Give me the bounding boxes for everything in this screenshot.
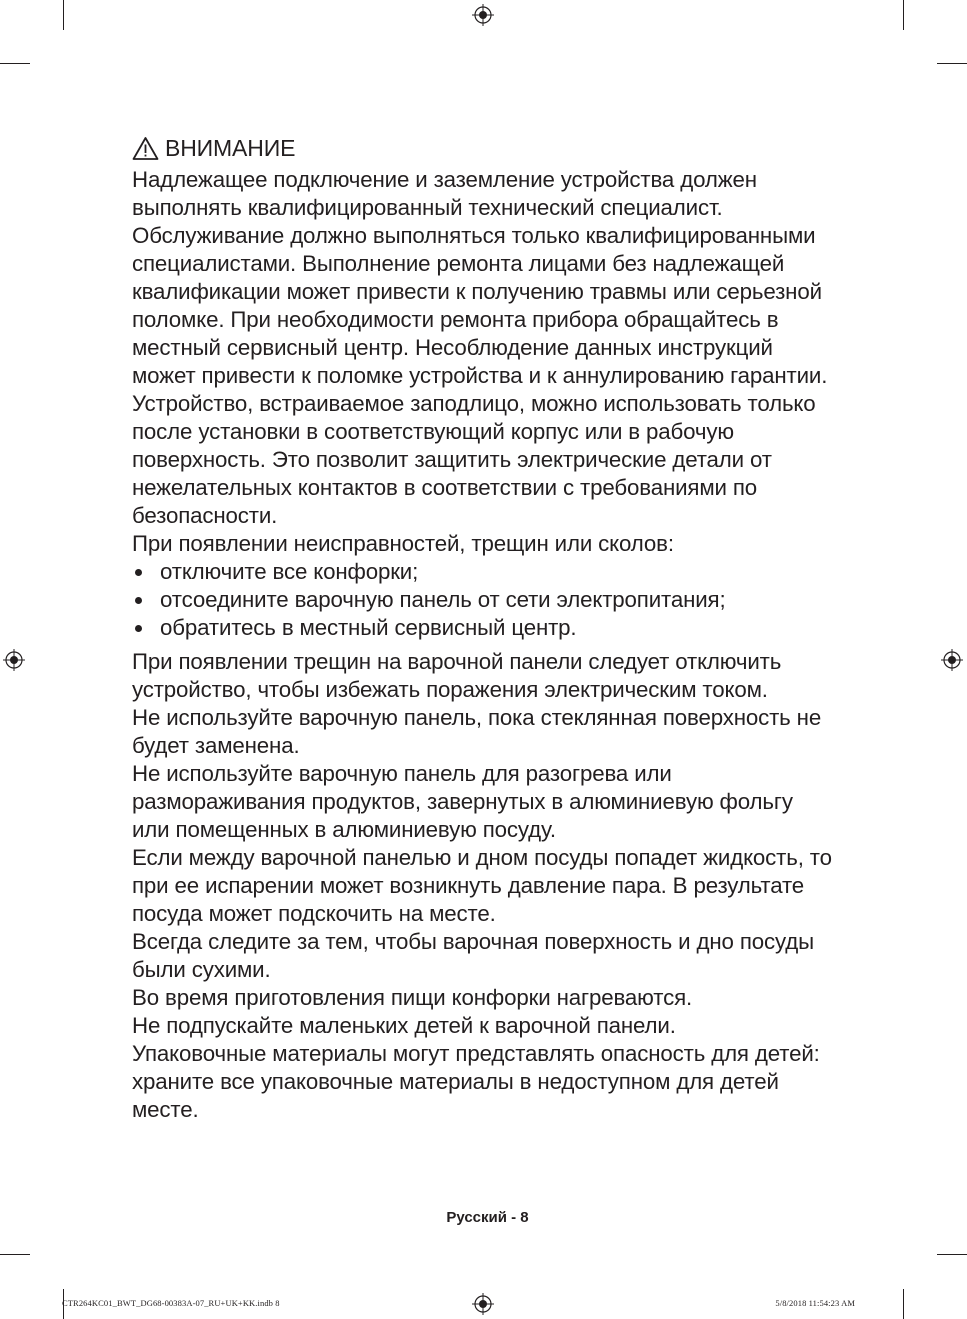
registration-mark-icon [472,1293,494,1315]
crop-mark-left-top [0,63,30,64]
paragraph: Устройство, встраиваемое заподлицо, можно использовать только после установки в соответствующий корпус или в рабочую поверхность. Это позволит защитить электрические детали от нежелательных контактов в соответствии с требованиями по безопасности. [132,391,816,528]
paragraph: Если между варочной панелью и дном посуды попадет жидкость, то при ее испарении может возникнуть давление пара. В результате посуда может подскочить на месте. [132,845,832,926]
registration-mark-icon [472,4,494,26]
page-number: Русский - 8 [446,1209,529,1226]
paragraph: Не подпускайте маленьких детей к варочной панели. [132,1013,676,1038]
registration-mark-icon [941,649,963,671]
paragraph: Упаковочные материалы могут представлять опасность для детей: храните все упаковочные материалы в недоступном для детей месте. [132,1041,820,1122]
paragraph: Не используйте варочную панель, пока стеклянная поверхность не будет заменена. [132,705,822,758]
warning-heading [132,132,832,164]
paragraph: При появлении неисправностей, трещин или сколов: [132,531,674,556]
list-item: обратитесь в местный сервисный центр. [132,614,832,642]
registration-mark-icon [3,649,25,671]
paragraph: Во время приготовления пищи конфорки нагреваются. [132,985,693,1010]
paragraph: Надлежащее подключение и заземление устройства должен выполнять квалифицированный технический специалист. [132,167,757,220]
warning-triangle-icon [132,136,159,161]
crop-mark-right-bottom [937,1254,967,1255]
bullet-list [132,558,832,642]
warning-section [132,132,832,1124]
crop-mark-bottom-right [903,1289,904,1319]
paragraph: Не используйте варочную панель для разогрева или размораживания продуктов, завернутых в алюминиевую фольгу или помещенных в алюминиевую посуду. [132,761,793,842]
crop-mark-right-top [937,63,967,64]
list-item: отсоедините варочную панель от сети электропитания; [132,586,832,614]
warning-title: ВНИМАНИЕ [165,135,296,161]
paragraph: При появлении трещин на варочной панели следует отключить устройство, чтобы избежать поражения электрическим током. [132,649,782,702]
paragraph: Обслуживание должно выполняться только квалифицированными специалистами. Выполнение ремонта лицами без надлежащей квалификации может привести к получению травмы или серьезной поломке. При необходимости ремонта прибора обращайтесь в местный сервисный центр. Несоблюдение данных инструкций может привести к поломке устройства и к аннулированию гарантии. [132,223,828,388]
paragraph: Всегда следите за тем, чтобы варочная поверхность и дно посуды были сухими. [132,929,815,982]
crop-mark-left-bottom [0,1254,30,1255]
print-slug-date: 5/8/2018 11:54:23 AM [775,1298,855,1308]
crop-mark-top-left [63,0,64,30]
crop-mark-top-right [903,0,904,30]
list-item: отключите все конфорки; [132,558,832,586]
print-slug-file: CTR264KC01_BWT_DG68-00383A-07_RU+UK+KK.indb 8 [62,1298,280,1308]
